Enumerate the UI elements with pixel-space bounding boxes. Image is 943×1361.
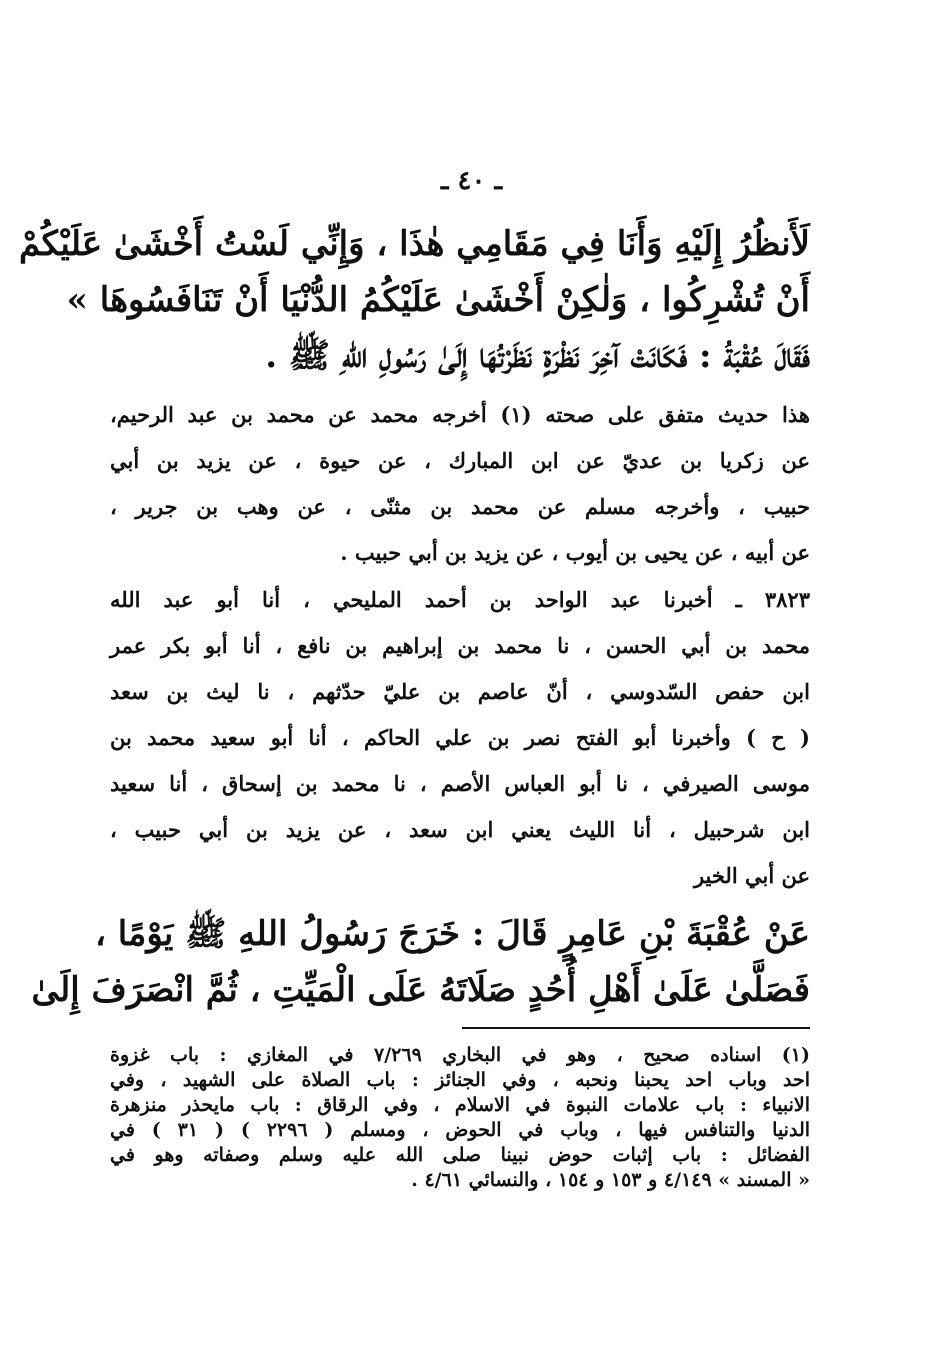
footnote-line: احد وباب احد يحبنا ونحبه ، وفي الجنائز : باب الصلاة على الشهيد ، وفي	[110, 1069, 810, 1091]
text-line: موسى الصيرفي ، نا أبو العباس الأصم ، نا محمد بن إسحاق ، أنا سعيد	[110, 771, 810, 796]
footnote	[110, 1043, 810, 1193]
text-line: هذا حديث متفق على صحته (١) أخرجه محمد عن محمد بن عبد الرحيم،	[110, 402, 810, 427]
page-number: ـ ٤٠ ـ	[440, 166, 503, 196]
text-line: ٣٨٢٣ ـ أخبرنا عبد الواحد بن أحمد المليحي ، أنا أبو عبد الله	[110, 587, 810, 612]
hadith-text-top	[18, 216, 810, 384]
footnote-line: الدنيا والتنافس فيها ، وباب في الحوض ، ومسلم ( ٢٢٩٦ ) ( ٣١ ) في	[110, 1119, 811, 1141]
isnad-paragraph	[110, 577, 810, 899]
text-line: عَنْ عُقْبَةَ بْنِ عَامِرٍ قَالَ : خَرَجَ رَسُولُ اللهِ ﷺ يَوْمًا ،	[94, 914, 810, 954]
text-line: ( ح ) وأخبرنا أبو الفتح نصر بن علي الحاكم ، أنا أبو سعيد محمد بن	[110, 725, 810, 750]
text-line: ابن حفص السّدوسي ، أنّ عاصم بن عليّ حدّثهم ، نا ليث بن سعد	[110, 679, 810, 704]
text-line: محمد بن أبي الحسن ، نا محمد بن إبراهيم بن نافع ، أنا أبو بكر عمر	[110, 633, 810, 658]
footnote-line: « المسند » ٤/١٤٩ و ١٥٣ و ١٥٤ ، والنسائي ٤/٦١ .	[411, 1169, 810, 1191]
footnote-line: الفضائل : باب إثبات حوض نبينا صلى الله عليه وسلم وصفاته وهو في	[110, 1144, 810, 1166]
footnote-line: (١) اسناده صحيح ، وهو في البخاري ٧/٢٦٩ في المغازي : باب غزوة	[110, 1044, 810, 1066]
text-line: ابن شرحبيل ، أنا الليث يعني ابن سعد ، عن يزيد بن أبي حبيب ،	[110, 817, 810, 842]
text-line: فَصَلَّىٰ عَلَىٰ أَهْلِ أُحُدٍ صَلَاتَهُ عَلَى الْمَيِّتِ ، ثُمَّ انْصَرَفَ إِلَىٰ	[31, 970, 810, 1010]
hadith-text-bottom	[31, 906, 810, 1018]
text-line: عن أبيه ، عن يحيى بن أيوب ، عن يزيد بن أبي حبيب .	[340, 540, 810, 565]
commentary-paragraph	[110, 392, 810, 576]
text-line: أَنْ تُشْرِكُوا ، وَلٰكِنْ أَخْشَىٰ عَلَيْكُمُ الدُّنْيَا أَنْ تَنَافَسُوهَا »	[66, 280, 810, 320]
footnote-divider	[462, 1027, 810, 1029]
text-line: عن زكريا بن عديّ عن ابن المبارك ، عن حيوة ، عن يزيد بن أبي	[110, 448, 810, 473]
text-line: عن أبي الخير	[693, 863, 810, 888]
text-line: فَقَالَ عُقْبَةُ : فَكَانَتْ آخِرَ نَظْرَةٍ نَظَرْتُهَا إِلَىٰ رَسُولِ اللهِ ﷺ .	[265, 336, 810, 376]
text-line: لَأَنظُرُ إِلَيْهِ وَأَنَا فِي مَقَامِي هٰذَا ، وَإِنِّي لَسْتُ أَخْشَىٰ عَلَيْكُمْ	[18, 224, 810, 264]
footnote-line: الانبياء : باب علامات النبوة في الاسلام ، وفي الرقاق : باب مايحذر منزهرة	[110, 1094, 810, 1116]
text-line: حبيب ، وأخرجه مسلم عن محمد بن مثنّى ، عن وهب بن جرير ،	[110, 494, 810, 519]
